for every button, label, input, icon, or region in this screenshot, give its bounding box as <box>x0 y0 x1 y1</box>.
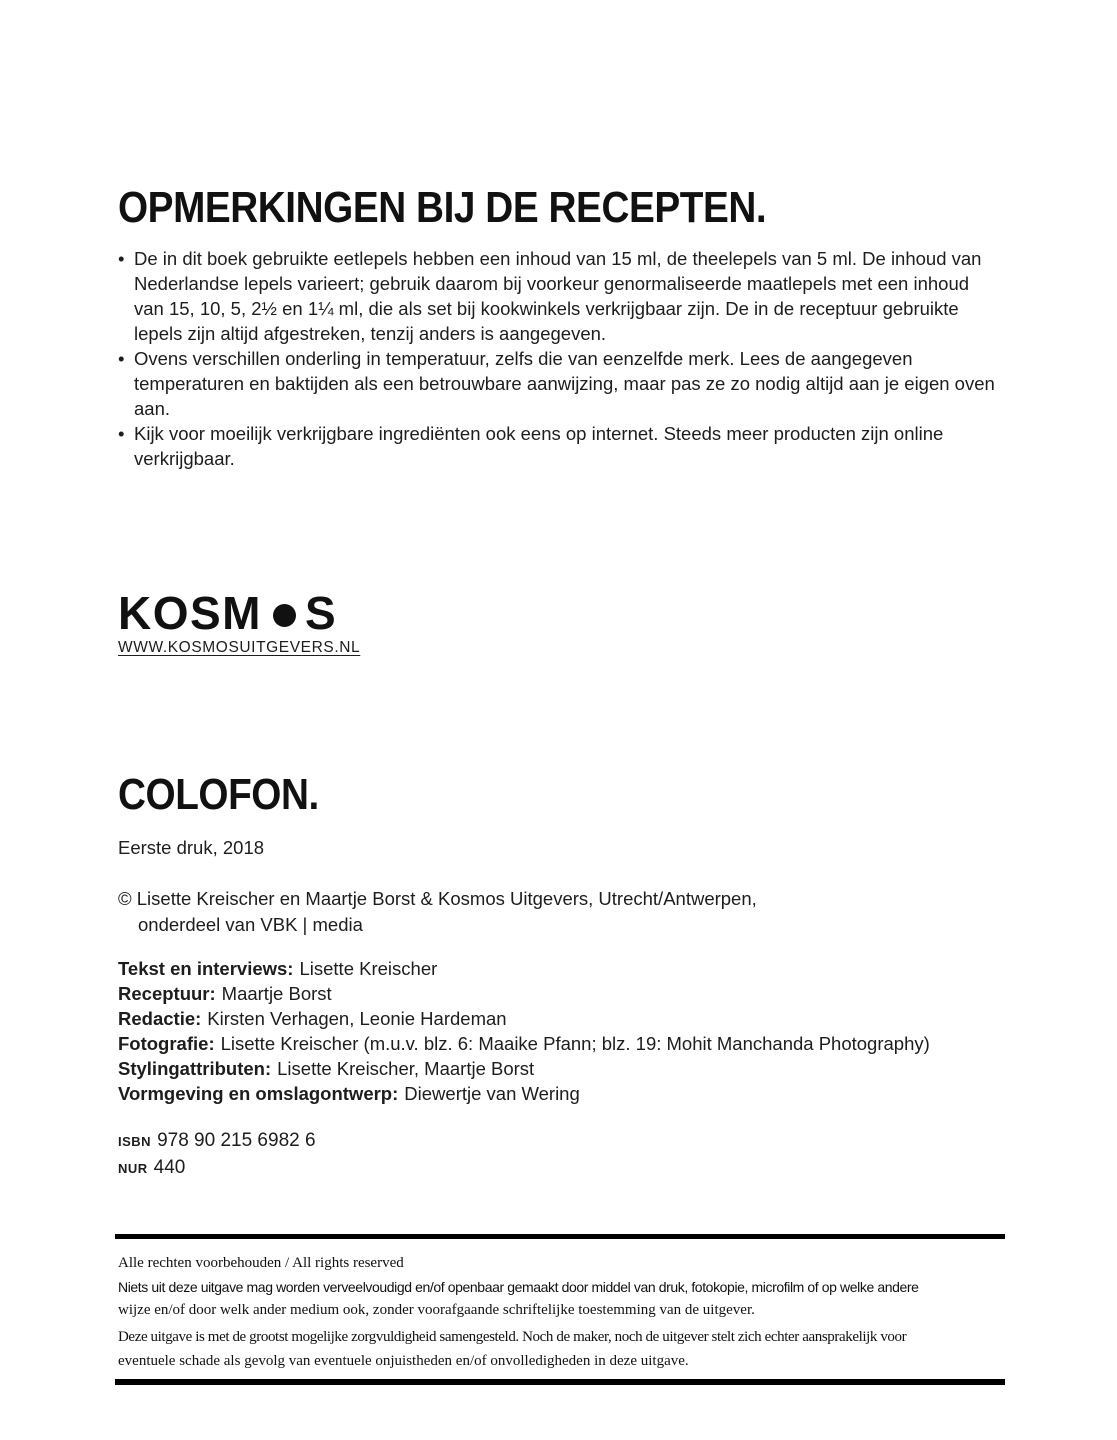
publisher-website-link[interactable]: WWW.KOSMOSUITGEVERS.NL <box>118 639 361 656</box>
identifiers-block <box>118 1128 316 1182</box>
credit-label: Receptuur: <box>118 983 216 1004</box>
note-item: • Ovens verschillen onderling in temperatuur, zelfs die van eenzelfde merk. Lees de aangegeven temperaturen en baktijden als een betrouwbare aanwijzing, maar pas ze zo nodig altijd aan je eigen oven aan. <box>118 346 1002 421</box>
legal-line: Niets uit deze uitgave mag worden verveelvoudigd en/of openbaar gemaakt door middel van druk, fotokopie, microfilm of op welke andere <box>118 1278 919 1295</box>
credit-label: Vormgeving en omslagontwerp: <box>118 1083 399 1104</box>
kosmos-logo <box>118 587 338 639</box>
legal-line: Alle rechten voorbehouden / All rights reserved <box>118 1255 404 1271</box>
legal-line: Deze uitgave is met de grootst mogelijke zorgvuldigheid samengesteld. Noch de maker, noch de uitgever stelt zich echter aansprakelijk voor <box>118 1329 907 1345</box>
colophon-title <box>118 770 346 819</box>
notes-list <box>118 246 1002 471</box>
copyright-line: © Lisette Kreischer en Maartje Borst & Kosmos Uitgevers, Utrecht/Antwerpen, <box>118 888 757 909</box>
credit-row <box>118 981 930 1006</box>
credit-label: Stylingattributen: <box>118 1058 272 1079</box>
note-item: • Kijk voor moeilijk verkrijgbare ingrediënten ook eens op internet. Steeds meer producten zijn online verkrijgbaar. <box>118 421 1002 471</box>
legal-line: eventuele schade als gevolg van eventuele onjuistheden en/of onvolledigheden in deze uitgave. <box>118 1352 689 1369</box>
credit-row <box>118 1081 930 1106</box>
notes-title <box>118 183 855 232</box>
note-item: • De in dit boek gebruikte eetlepels hebben een inhoud van 15 ml, de theelepels van 5 ml. De inhoud van Nederlandse lepels varieert; gebruik daarom bij voorkeur genormaliseerde maatlepels met een inhoud van 15, 10, 5, 2½ en 1¼ ml, die als set bij kookwinkels verkrijgbaar zijn. De in de receptuur gebruikte lepels zijn altijd afgestreken, tenzij anders is aangegeven. <box>118 246 1002 346</box>
credit-value: Lisette Kreischer, Maartje Borst <box>277 1058 535 1079</box>
notes-title-text: OPMERKINGEN BIJ DE RECEPTEN. <box>118 183 767 232</box>
credit-row <box>118 1031 930 1056</box>
copyright-line: onderdeel van VBK | media <box>138 914 363 935</box>
isbn-label: ISBN <box>118 1134 152 1149</box>
credit-value: Kirsten Verhagen, Leonie Hardeman <box>207 1008 507 1029</box>
edition-line: Eerste druk, 2018 <box>118 837 265 858</box>
credit-value: Lisette Kreischer (m.u.v. blz. 6: Maaike Pfann; blz. 19: Mohit Manchanda Photography) <box>220 1033 930 1054</box>
logo-dot-icon <box>273 604 296 627</box>
credits-block <box>118 956 930 1106</box>
legal-line: wijze en/of door welk ander medium ook, zonder voorafgaande schriftelijke toestemming van de uitgever. <box>118 1302 755 1318</box>
isbn-value: 978 90 215 6982 6 <box>157 1130 316 1151</box>
credit-label: Redactie: <box>118 1008 202 1029</box>
logo-text-prefix: KOSM <box>118 587 262 639</box>
credit-label: Fotografie: <box>118 1033 215 1054</box>
nur-line <box>118 1155 316 1182</box>
divider-rule-bottom <box>115 1379 1005 1385</box>
credit-row <box>118 956 930 981</box>
copyright-block <box>118 886 757 938</box>
credit-value: Maartje Borst <box>221 983 332 1004</box>
credit-row <box>118 1006 930 1031</box>
credit-value: Lisette Kreischer <box>299 958 438 979</box>
credit-row <box>118 1056 930 1081</box>
nur-value: 440 <box>153 1157 186 1178</box>
divider-rule-top <box>115 1234 1005 1239</box>
isbn-line <box>118 1128 316 1155</box>
credit-value: Diewertje van Wering <box>404 1083 580 1104</box>
legal-paragraph-rights <box>118 1252 919 1323</box>
legal-paragraph-liability <box>118 1326 906 1373</box>
colophon-title-text: COLOFON. <box>118 770 319 819</box>
logo-text-suffix: S <box>305 587 338 639</box>
nur-label: NUR <box>118 1161 148 1176</box>
credit-label: Tekst en interviews: <box>118 958 294 979</box>
